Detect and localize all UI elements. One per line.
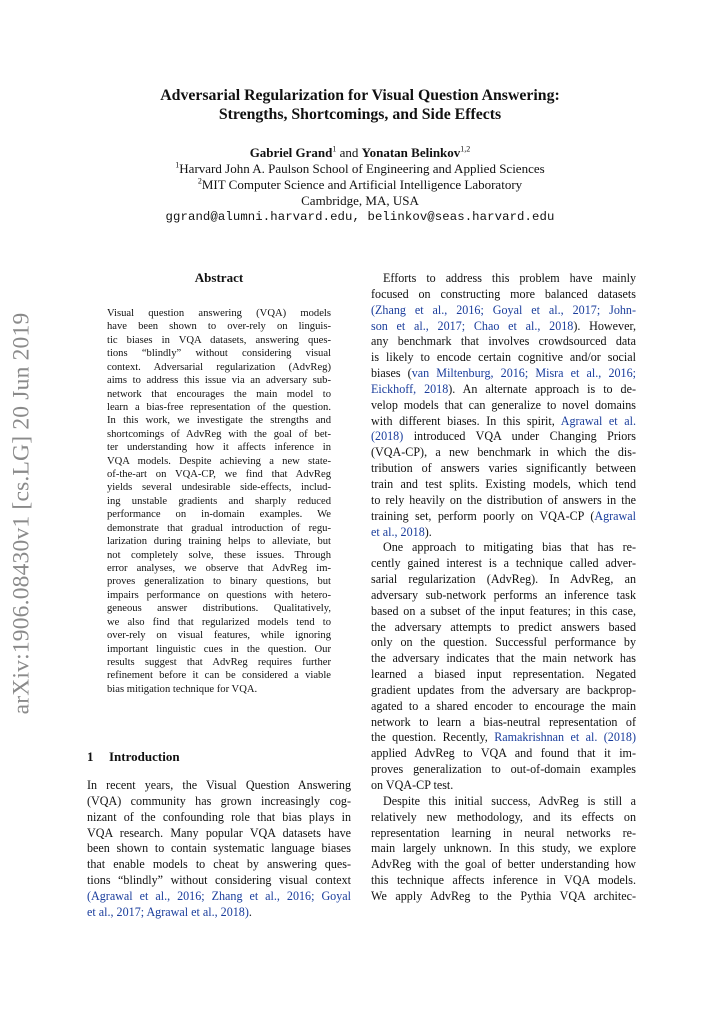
abstract-line: refinement before it can be considered a viable [107, 670, 331, 682]
para1-line: Efforts to address this problem have mainly [383, 271, 636, 285]
paragraph-study [371, 794, 636, 905]
introduction-heading [87, 749, 351, 765]
abstract-line: shortcomings of AdvReg with the goal of bet- [107, 428, 331, 440]
para2-line: sarial regularization (AdvReg). In AdvReg, an [371, 572, 636, 587]
para2-line: gradient updates from the adversary are backprop- [371, 682, 636, 697]
para2-line: proves generalization to out-of-domain examples [371, 762, 636, 777]
author-block [80, 145, 640, 225]
right-column [371, 271, 636, 905]
para1-line: focused on constructing more balanced datasets [371, 286, 636, 301]
para1-line: train and test splits. Existing models, which tend [371, 476, 636, 491]
para3-line: this technique affects inference in VQA models. [371, 873, 636, 888]
para2-line: agated to a shared encoder to encourage the main [371, 698, 636, 713]
citation-link[interactable]: son et al., 2017; Chao et al., 2018 [371, 318, 574, 333]
para2-line: the adversary attempts to predict answers based [371, 619, 636, 634]
para1-line [371, 525, 636, 541]
para2-line: network to learn a bias-neutral representation of [371, 714, 636, 729]
affiliation-2 [80, 177, 640, 193]
para2-line: cently gained interest is a technique called adver- [371, 556, 636, 571]
citation-link[interactable]: van Miltenburg, 2016; Misra et al., 2016; [411, 366, 636, 381]
para1-line [371, 382, 636, 398]
para1-text: ). An alternate approach is to de- [448, 381, 637, 396]
citation-link[interactable]: Eickhoff, 2018 [371, 381, 449, 396]
affiliation-1-text: Harvard John A. Paulson School of Engineering and Applied Sciences [179, 161, 545, 176]
citation-link[interactable]: et al., 2018 [371, 524, 425, 539]
para2-line [371, 730, 636, 746]
para1-line [371, 319, 636, 335]
abstract-line: learn a bias-free representation of the question. [107, 401, 331, 413]
citation-link[interactable]: Ramakrishnan et al. (2018) [494, 730, 637, 745]
intro-line: nizant of the confounding role that bias plays in [87, 809, 351, 824]
para1-line [371, 509, 636, 525]
para1-line: to rely heavily on the distribution of answers in the [371, 492, 636, 507]
para1-line [371, 414, 636, 430]
intro-citation-line-1 [87, 889, 351, 905]
abstract-line: VQA models. Despite achieving a new state- [107, 455, 331, 467]
arxiv-identifier-stamp [2, 312, 42, 714]
abstract-line: tions “blindly” without considering visual [107, 348, 331, 360]
abstract-line: ing unstable gradients and sharply reduced [107, 495, 331, 507]
para1-line [371, 366, 636, 382]
para1-line: any benchmark that involves crowdsourced data [371, 334, 636, 349]
author-location: Cambridge, MA, USA [301, 193, 419, 208]
abstract-line: we also find that regularized models tend to [107, 616, 331, 628]
para3-line: We apply AdvReg to the Pythia VQA architec- [371, 888, 636, 903]
abstract-line: have been shown to over-rely on linguis- [107, 321, 331, 333]
abstract-line: important linguistic cues in the question. Our [107, 643, 331, 655]
para2-line: based on a subset of the input features; in this case, [371, 603, 636, 618]
citation-link[interactable]: (2018) [371, 429, 404, 444]
para1-line [371, 429, 636, 445]
section-number: 1 [87, 749, 94, 764]
intro-line: that enable models to cheat by answering ques- [87, 857, 351, 872]
abstract-line: over-rely on visual features, while ignoring [107, 630, 331, 642]
citation-link[interactable]: (Zhang et al., 2016; Goyal et al., 2017; John- [371, 302, 636, 317]
citation-link[interactable]: Agrawal [594, 508, 636, 523]
para2-line: applied AdvReg to VQA and found that it im- [371, 746, 636, 761]
abstract-line: ter understanding how it affects inference in [107, 442, 331, 454]
title-line-2: Strengths, Shortcomings, and Side Effects [218, 106, 502, 123]
abstract-line: results suggest that AdvReg requires further [107, 656, 331, 668]
para2-line: learned a biased input representation. Negated [371, 667, 636, 682]
intro-line: (VQA) community has grown increasingly cog- [87, 793, 351, 808]
intro-citations-2[interactable]: et al., 2017; Agrawal et al., 2018) [87, 904, 249, 919]
abstract-line: demonstrate that gradual introduction of regu- [107, 522, 331, 534]
abstract-line: Visual question answering (VQA) models [107, 308, 331, 319]
intro-line: In recent years, the Visual Question Answering [87, 778, 351, 792]
intro-citation-line-2 [87, 905, 351, 921]
para3-line: AdvReg with the goal of better understanding how [371, 857, 636, 872]
author-emails: ggrand@alumni.harvard.edu, belinkov@seas.harvard.edu [165, 210, 555, 224]
citation-link[interactable]: Agrawal et al. [560, 413, 636, 428]
abstract-line: bias mitigation technique for VQA. [107, 683, 258, 695]
paper-title [80, 86, 640, 124]
author-1-affil-mark: 1 [332, 144, 337, 154]
affiliation-2-text: MIT Computer Science and Artificial Intelligence Laboratory [201, 177, 523, 192]
para2-line: on VQA-CP test. [371, 778, 454, 792]
intro-citations-1[interactable]: (Agrawal et al., 2016; Zhang et al., 2016; Goyal [87, 888, 351, 903]
para1-text: with different biases. In this spirit, [371, 413, 561, 428]
affiliation-1 [80, 161, 640, 177]
abstract-line: impairs performance on questions with hetero- [107, 589, 331, 601]
section-title: Introduction [109, 749, 180, 764]
para3-line: main largely unknown. In this study, we explore [371, 841, 636, 856]
arxiv-stamp-text: arXiv:1906.08430v1 [cs.LG] 20 Jun 2019 [8, 312, 35, 714]
para1-line: tribution of answers varies significantly between [371, 461, 636, 476]
abstract-line: error analyses, we observe that AdvReg im- [107, 563, 331, 575]
para1-line: is likely to encode certain cognitive and/or social [371, 350, 636, 365]
para2-text: the question. Recently, [371, 730, 495, 745]
para2-line: One approach to mitigating bias that has re- [383, 540, 636, 555]
para2-line: the adversary indicates that the main network has [371, 651, 636, 666]
abstract-line: context. Adversarial regularization (AdvReg) [107, 361, 331, 373]
abstract-line: performance on in-domain examples. We [107, 509, 331, 521]
intro-line: VQA research. Many popular VQA datasets have [87, 825, 351, 840]
intro-period: . [248, 904, 252, 919]
affiliation-1-mark: 1 [175, 160, 180, 170]
abstract-line: proves generalization to binary questions, but [107, 576, 331, 588]
para3-line: representation learning in neural networks re- [371, 825, 636, 840]
author-2-name: Yonatan Belinkov [361, 145, 461, 160]
abstract-line: yields several undesirable side-effects, includ- [107, 482, 331, 494]
abstract-line: tic biases in VQA datasets, answering ques- [107, 334, 331, 346]
para1-text: ). [424, 524, 432, 539]
abstract-line: aims to address this issue via an adversary sub- [107, 375, 331, 387]
para1-line: velop models that can generalize to novel domains [371, 397, 636, 412]
author-2-affil-mark: 1,2 [460, 144, 471, 154]
intro-line: tions “blindly” without considering visual context [87, 873, 351, 888]
para2-line: only on the question. Successful performance by [371, 635, 636, 650]
introduction-paragraph [87, 778, 351, 921]
para1-text: training set, perform poorly on VQA-CP ( [371, 508, 595, 523]
para3-line: relatively new methodology, and its effects on [371, 809, 636, 824]
abstract-line: In this work, we investigate the strengths and [107, 415, 331, 427]
author-names [80, 145, 640, 161]
paragraph-efforts [371, 271, 636, 540]
para1-text: introduced VQA under Changing Priors [403, 429, 636, 444]
author-1-name: Gabriel Grand [249, 145, 333, 160]
affiliation-2-mark: 2 [197, 176, 202, 186]
para2-line: adversary sub-network performs an inference task [371, 587, 636, 602]
intro-line: been shown to contain systematic language biases [87, 841, 351, 856]
abstract-line: larization during training helps to alleviate, but [107, 536, 331, 548]
author-and: and [339, 145, 359, 160]
title-line-1: Adversarial Regularization for Visual Question Answering: [160, 87, 560, 104]
abstract-heading: Abstract [194, 270, 244, 285]
abstract-body [107, 307, 331, 696]
para3-line: Despite this initial success, AdvReg is still a [383, 793, 636, 808]
abstract-line: network that encourages the main model to [107, 388, 331, 400]
para1-line: (VQA-CP), a new benchmark in which the dis- [371, 445, 636, 460]
abstract-line: geneous answer distributions. Qualitatively, [107, 603, 331, 615]
paragraph-advreg-approach [371, 540, 636, 794]
abstract-line: of-the-art on VQA-CP, we find that AdvReg [107, 469, 331, 481]
para1-line [371, 303, 636, 319]
abstract-line: not completely solve, these issues. Through [107, 549, 331, 561]
para1-text: biases ( [371, 366, 412, 381]
para1-text: ). However, [573, 318, 637, 333]
